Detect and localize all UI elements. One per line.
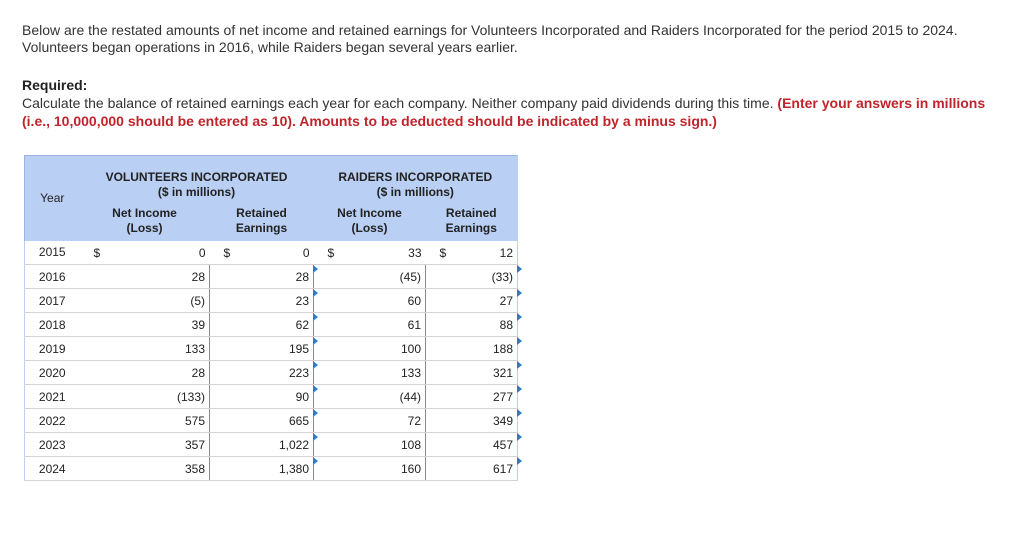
- volunteers-retained-value: 28: [295, 269, 309, 284]
- raiders-retained-input: [458, 241, 518, 265]
- intro-text: Below are the restated amounts of net income and retained earnings for Volunteers Incorporated and Raiders Incorporated for the period 2015 to 2024. Volunteers began operations in 2016, while Raiders began several years earlier.: [22, 22, 958, 55]
- problem-content: [0, 0, 1024, 130]
- raiders-net-income-header: [314, 202, 426, 241]
- raiders-re-line2: Earnings: [445, 221, 497, 235]
- volunteers-retained-value: 195: [288, 341, 309, 356]
- volunteers-retained-input[interactable]: [210, 361, 314, 385]
- required-text: [22, 94, 997, 130]
- volunteers-unit: ($ in millions): [157, 185, 236, 199]
- answer-flag-icon: [517, 265, 522, 273]
- currency-symbol: $: [80, 241, 112, 265]
- raiders-retained-input[interactable]: [426, 433, 518, 457]
- volunteers-retained-header: [210, 202, 314, 241]
- raiders-retained-value: 457: [492, 437, 513, 452]
- raiders-retained-value: 88: [499, 317, 513, 332]
- raiders-retained-input[interactable]: [426, 409, 518, 433]
- volunteers-re-line2: Earnings: [235, 221, 288, 235]
- raiders-retained-input[interactable]: [426, 265, 518, 289]
- volunteers-retained-input[interactable]: [210, 385, 314, 409]
- answer-flag-icon: [517, 457, 522, 465]
- volunteers-net-income-header: [80, 202, 210, 241]
- answer-flag-icon: [517, 361, 522, 369]
- raiders-header: [314, 156, 518, 203]
- raiders-retained-input[interactable]: [426, 337, 518, 361]
- raiders-net-income-cell: 60: [314, 289, 426, 313]
- volunteers-retained-value: 1,022: [278, 437, 309, 452]
- raiders-net-income-cell: 160: [314, 457, 426, 481]
- volunteers-retained-value: 0: [302, 245, 310, 260]
- volunteers-retained-input: [242, 241, 314, 265]
- year-cell: 2022: [25, 409, 80, 433]
- table-row: [25, 409, 518, 433]
- raiders-net-income-cell: 33: [346, 241, 426, 265]
- raiders-net-income-cell: 72: [314, 409, 426, 433]
- volunteers-net-income-cell: (5): [80, 289, 210, 313]
- raiders-ni-line1: Net Income: [337, 206, 402, 220]
- year-cell: 2016: [25, 265, 80, 289]
- raiders-retained-header: [426, 202, 518, 241]
- volunteers-net-income-cell: 39: [80, 313, 210, 337]
- volunteers-retained-input[interactable]: [210, 409, 314, 433]
- raiders-retained-input[interactable]: [426, 361, 518, 385]
- raiders-retained-value: 12: [499, 245, 513, 260]
- raiders-net-income-cell: (45): [314, 265, 426, 289]
- raiders-retained-value: 277: [492, 389, 513, 404]
- table-row: [25, 457, 518, 481]
- volunteers-retained-input[interactable]: [210, 265, 314, 289]
- raiders-retained-input[interactable]: [426, 457, 518, 481]
- answer-flag-icon: [517, 433, 522, 441]
- year-header: Year: [25, 156, 80, 241]
- raiders-unit: ($ in millions): [376, 185, 454, 199]
- volunteers-ni-line1: Net Income: [112, 206, 177, 220]
- table-body: [25, 241, 518, 481]
- year-cell: 2019: [25, 337, 80, 361]
- currency-symbol: $: [314, 241, 346, 265]
- required-instruction: (Enter your answers in millions (i.e., 10,000,000 should be entered as 10). Amounts to be deducted should be indicated by a minus sign.): [22, 95, 986, 129]
- volunteers-net-income-cell: 357: [80, 433, 210, 457]
- volunteers-retained-input[interactable]: [210, 337, 314, 361]
- retained-earnings-table: [24, 155, 518, 481]
- year-cell: 2017: [25, 289, 80, 313]
- raiders-net-income-cell: 133: [314, 361, 426, 385]
- year-cell: 2020: [25, 361, 80, 385]
- volunteers-name: VOLUNTEERS INCORPORATED: [105, 170, 288, 184]
- raiders-net-income-cell: 100: [314, 337, 426, 361]
- volunteers-net-income-cell: (133): [80, 385, 210, 409]
- volunteers-retained-value: 62: [295, 317, 309, 332]
- answer-flag-icon: [517, 313, 522, 321]
- raiders-ni-line2: (Loss): [351, 221, 388, 235]
- year-cell: 2015: [25, 241, 80, 265]
- year-cell: 2024: [25, 457, 80, 481]
- table-row: [25, 337, 518, 361]
- raiders-name: RAIDERS INCORPORATED: [338, 170, 493, 184]
- raiders-retained-value: 27: [499, 293, 513, 308]
- volunteers-net-income-cell: 28: [80, 361, 210, 385]
- raiders-retained-value: 617: [492, 461, 513, 476]
- volunteers-retained-value: 1,380: [278, 461, 309, 476]
- volunteers-retained-value: 90: [295, 389, 309, 404]
- table-row: [25, 241, 518, 265]
- answer-flag-icon: [517, 385, 522, 393]
- volunteers-retained-input[interactable]: [210, 289, 314, 313]
- answer-flag-icon: [517, 289, 522, 297]
- year-cell: 2018: [25, 313, 80, 337]
- raiders-retained-input[interactable]: [426, 289, 518, 313]
- volunteers-retained-value: 665: [288, 413, 309, 428]
- volunteers-ni-line2: (Loss): [126, 221, 163, 235]
- volunteers-retained-input[interactable]: [210, 433, 314, 457]
- volunteers-retained-value: 23: [295, 293, 309, 308]
- raiders-retained-value: 349: [492, 413, 513, 428]
- currency-symbol: $: [426, 241, 458, 265]
- required-title: Required:: [22, 77, 88, 93]
- raiders-net-income-cell: (44): [314, 385, 426, 409]
- volunteers-retained-input[interactable]: [210, 313, 314, 337]
- raiders-net-income-cell: 61: [314, 313, 426, 337]
- volunteers-retained-input[interactable]: [210, 457, 314, 481]
- volunteers-retained-value: 223: [288, 365, 309, 380]
- answer-flag-icon: [517, 409, 522, 417]
- raiders-retained-value: (33): [491, 269, 513, 284]
- volunteers-re-line1: Retained: [236, 206, 287, 220]
- year-cell: 2023: [25, 433, 80, 457]
- answer-flag-icon: [517, 337, 522, 345]
- volunteers-net-income-cell: 28: [80, 265, 210, 289]
- raiders-net-income-cell: 108: [314, 433, 426, 457]
- raiders-retained-input[interactable]: [426, 385, 518, 409]
- table-row: [25, 433, 518, 457]
- table-row: [25, 313, 518, 337]
- raiders-retained-input[interactable]: [426, 313, 518, 337]
- table-row: [25, 265, 518, 289]
- required-body: Calculate the balance of retained earnings each year for each company. Neither company paid dividends during this time.: [22, 95, 778, 111]
- volunteers-net-income-cell: 575: [80, 409, 210, 433]
- table-row: [25, 361, 518, 385]
- raiders-retained-value: 321: [492, 365, 513, 380]
- volunteers-header: [80, 156, 314, 203]
- raiders-retained-value: 188: [492, 341, 513, 356]
- raiders-re-line1: Retained: [445, 206, 497, 220]
- volunteers-net-income-cell: 358: [80, 457, 210, 481]
- volunteers-net-income-cell: 0: [112, 241, 210, 265]
- currency-symbol: $: [210, 241, 242, 265]
- volunteers-net-income-cell: 133: [80, 337, 210, 361]
- table-row: [25, 385, 518, 409]
- table-row: [25, 289, 518, 313]
- year-cell: 2021: [25, 385, 80, 409]
